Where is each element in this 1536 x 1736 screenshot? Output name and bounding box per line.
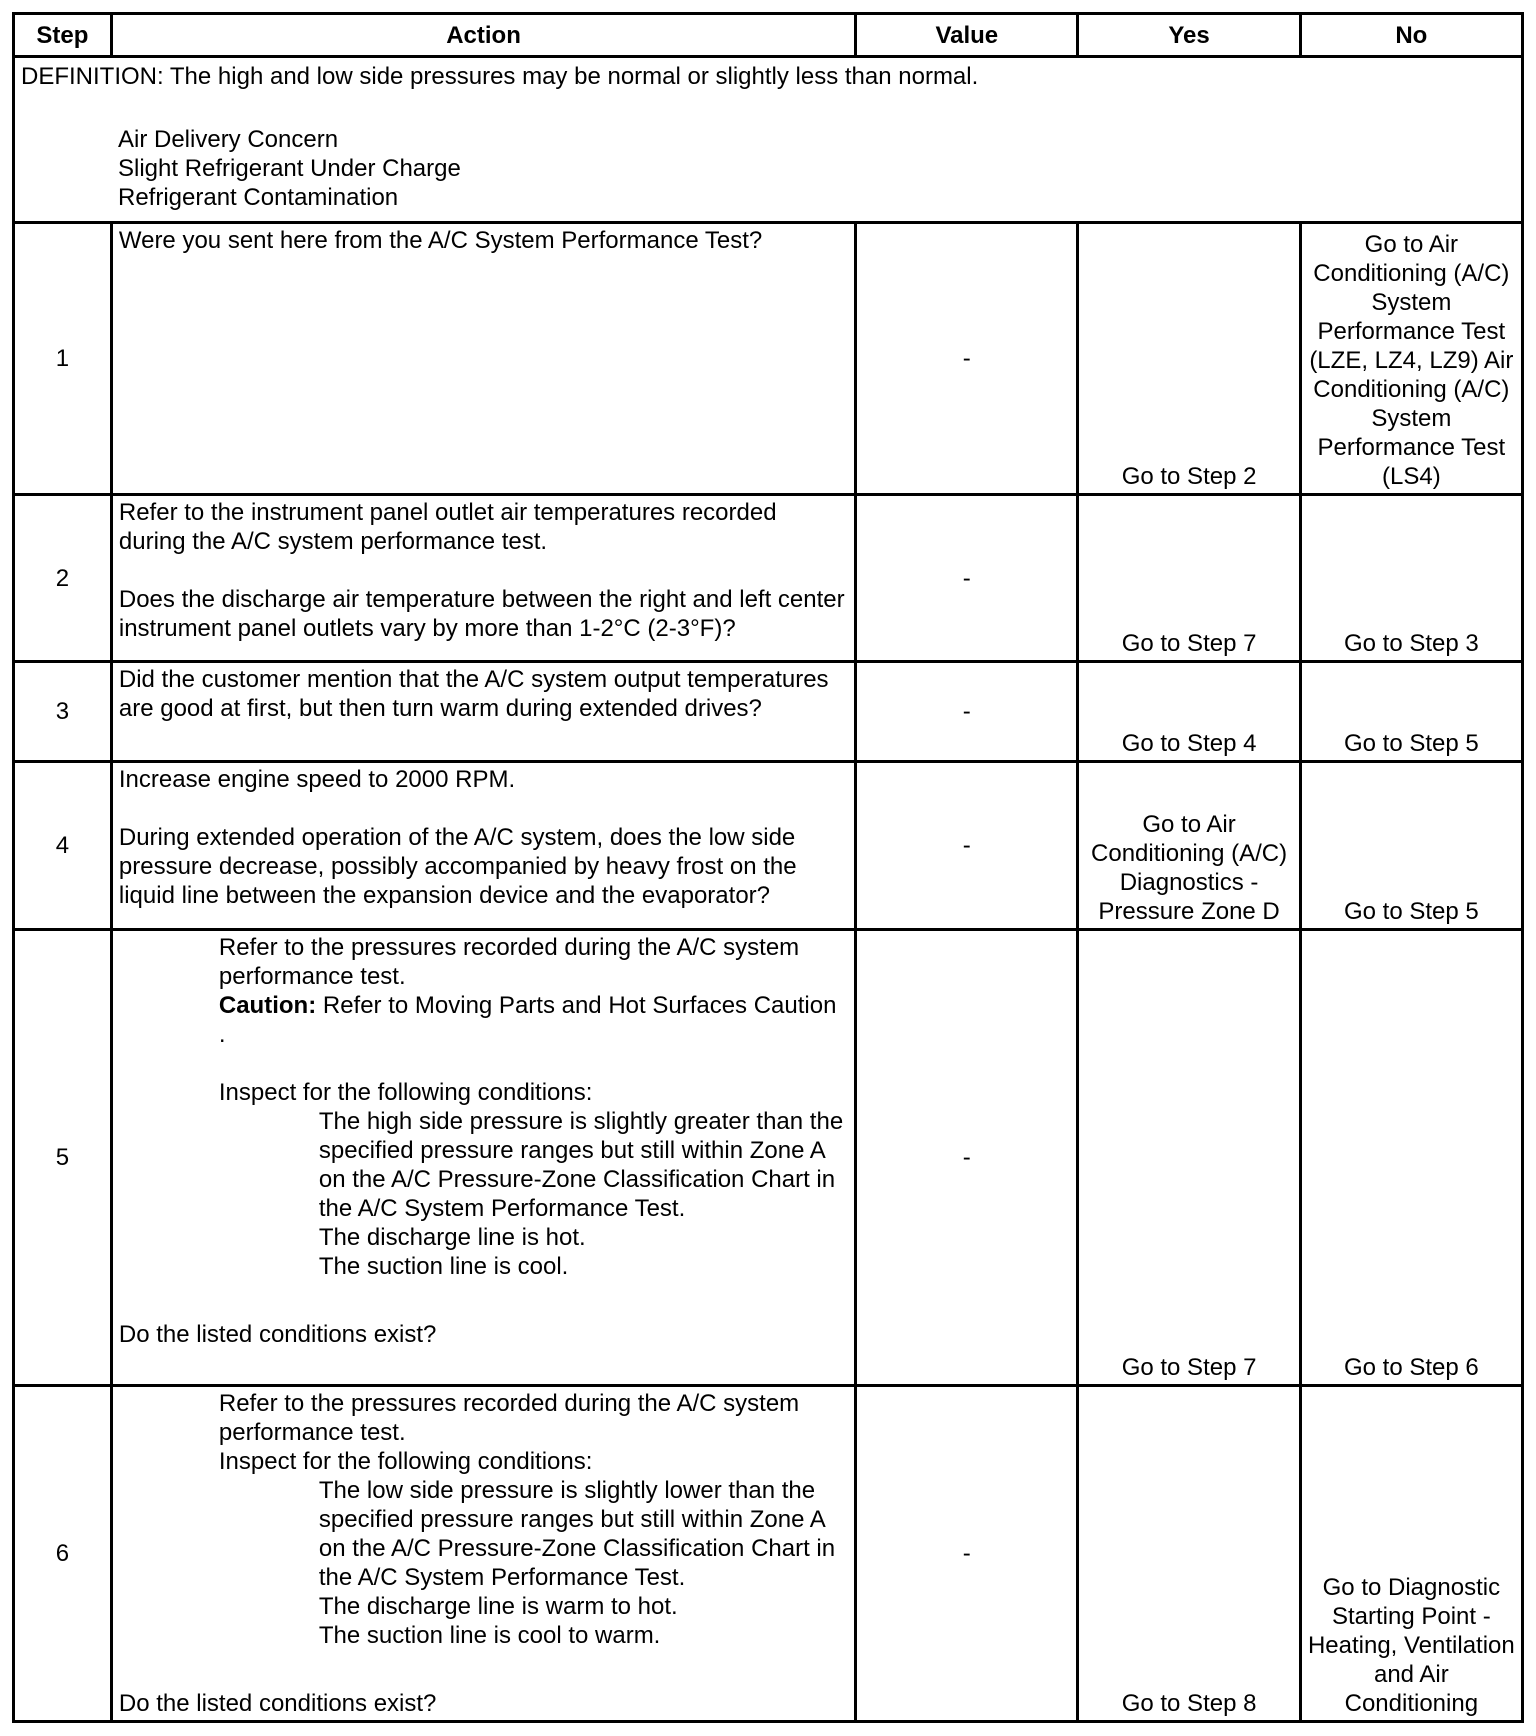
caution-text: Refer to Moving Parts and Hot Surfaces Caution .	[218, 992, 837, 1048]
step-number: 5	[14, 930, 112, 1386]
no-link[interactable]: Go to Air Conditioning (A/C) System Performance Test (LZE, LZ4, LZ9) Air Conditioning (A/C) System Performance Test (LS4)	[1300, 223, 1522, 495]
definition-text: DEFINITION: The high and low side pressures may be normal or slightly less than normal.	[21, 63, 979, 90]
header-yes: Yes	[1078, 14, 1300, 57]
action-inspect: Inspect for the following conditions:	[218, 1079, 593, 1106]
step-number: 2	[14, 495, 112, 662]
caution-label: Caution:	[218, 992, 317, 1019]
value-cell: -	[856, 762, 1078, 930]
action-question: Do the listed conditions exist?	[118, 1690, 437, 1717]
header-step: Step	[14, 14, 112, 57]
table-row	[14, 495, 1523, 662]
table-row	[14, 762, 1523, 930]
action-refer: Refer to the pressures recorded during the A/C system performance test.	[218, 1390, 800, 1446]
definition-item: Slight Refrigerant Under Charge	[118, 155, 461, 182]
header-action: Action	[111, 14, 855, 57]
step-number: 3	[14, 662, 112, 762]
condition-item: The discharge line is hot.	[318, 1224, 586, 1251]
definition-item: Air Delivery Concern	[118, 126, 339, 153]
step-number: 6	[14, 1386, 112, 1722]
no-link[interactable]: Go to Step 5	[1300, 662, 1522, 762]
action-question: Do the listed conditions exist?	[118, 1321, 437, 1348]
yes-link[interactable]: Go to Step 8	[1078, 1386, 1300, 1722]
yes-link[interactable]: Go to Step 4	[1078, 662, 1300, 762]
value-cell: -	[856, 223, 1078, 495]
condition-item: The high side pressure is slightly greater than the specified pressure ranges but still within Zone A on the A/C Pressure-Zone Classification Chart in the A/C System Performance Test.	[318, 1108, 844, 1222]
table-row	[14, 662, 1523, 762]
action-caution	[119, 991, 848, 1049]
value-cell: -	[856, 930, 1078, 1386]
no-link[interactable]: Go to Step 6	[1300, 930, 1522, 1386]
diagnostic-table	[12, 12, 1524, 1723]
action-cell	[111, 223, 855, 495]
no-link[interactable]: Go to Step 5	[1300, 762, 1522, 930]
condition-item: The low side pressure is slightly lower than the specified pressure ranges but still within Zone A on the A/C Pressure-Zone Classification Chart in the A/C System Performance Test.	[318, 1477, 836, 1591]
header-row	[14, 14, 1523, 57]
value-cell: -	[856, 495, 1078, 662]
table-row	[14, 1386, 1523, 1722]
yes-link[interactable]: Go to Step 7	[1078, 930, 1300, 1386]
definition-item: Refrigerant Contamination	[118, 184, 399, 211]
action-cell	[111, 662, 855, 762]
action-cell	[111, 1386, 855, 1722]
action-question: During extended operation of the A/C system, does the low side pressure decrease, possibly accompanied by heavy frost on the liquid line between the expansion device and the evaporator?	[118, 824, 797, 909]
action-question: Did the customer mention that the A/C system output temperatures are good at first, but then turn warm during extended drives?	[118, 666, 829, 722]
action-refer: Refer to the pressures recorded during the A/C system performance test.	[218, 934, 800, 990]
yes-link[interactable]: Go to Step 7	[1078, 495, 1300, 662]
action-question: Were you sent here from the A/C System Performance Test?	[118, 227, 763, 254]
no-link[interactable]: Go to Diagnostic Starting Point - Heating, Ventilation and Air Conditioning	[1300, 1386, 1522, 1722]
header-no: No	[1300, 14, 1522, 57]
action-inspect: Inspect for the following conditions:	[218, 1448, 593, 1475]
value-cell: -	[856, 1386, 1078, 1722]
step-number: 1	[14, 223, 112, 495]
yes-link[interactable]: Go to Step 2	[1078, 223, 1300, 495]
table-row	[14, 223, 1523, 495]
definition-cell	[14, 57, 1523, 223]
condition-item: The discharge line is warm to hot.	[318, 1593, 678, 1620]
definition-row	[14, 57, 1523, 223]
action-cell	[111, 762, 855, 930]
step-number: 4	[14, 762, 112, 930]
action-cell	[111, 495, 855, 662]
no-link[interactable]: Go to Step 3	[1300, 495, 1522, 662]
action-intro: Increase engine speed to 2000 RPM.	[118, 766, 516, 793]
condition-item: The suction line is cool.	[318, 1253, 569, 1280]
table-row	[14, 930, 1523, 1386]
definition-list	[21, 125, 1515, 212]
header-value: Value	[856, 14, 1078, 57]
value-cell: -	[856, 662, 1078, 762]
condition-item: The suction line is cool to warm.	[318, 1622, 661, 1649]
action-question: Does the discharge air temperature between the right and left center instrument panel outlets vary by more than 1-2°C (2-3°F)?	[118, 586, 845, 642]
action-cell	[111, 930, 855, 1386]
yes-link[interactable]: Go to Air Conditioning (A/C) Diagnostics - Pressure Zone D	[1078, 762, 1300, 930]
action-intro: Refer to the instrument panel outlet air temperatures recorded during the A/C system performance test.	[118, 499, 777, 555]
